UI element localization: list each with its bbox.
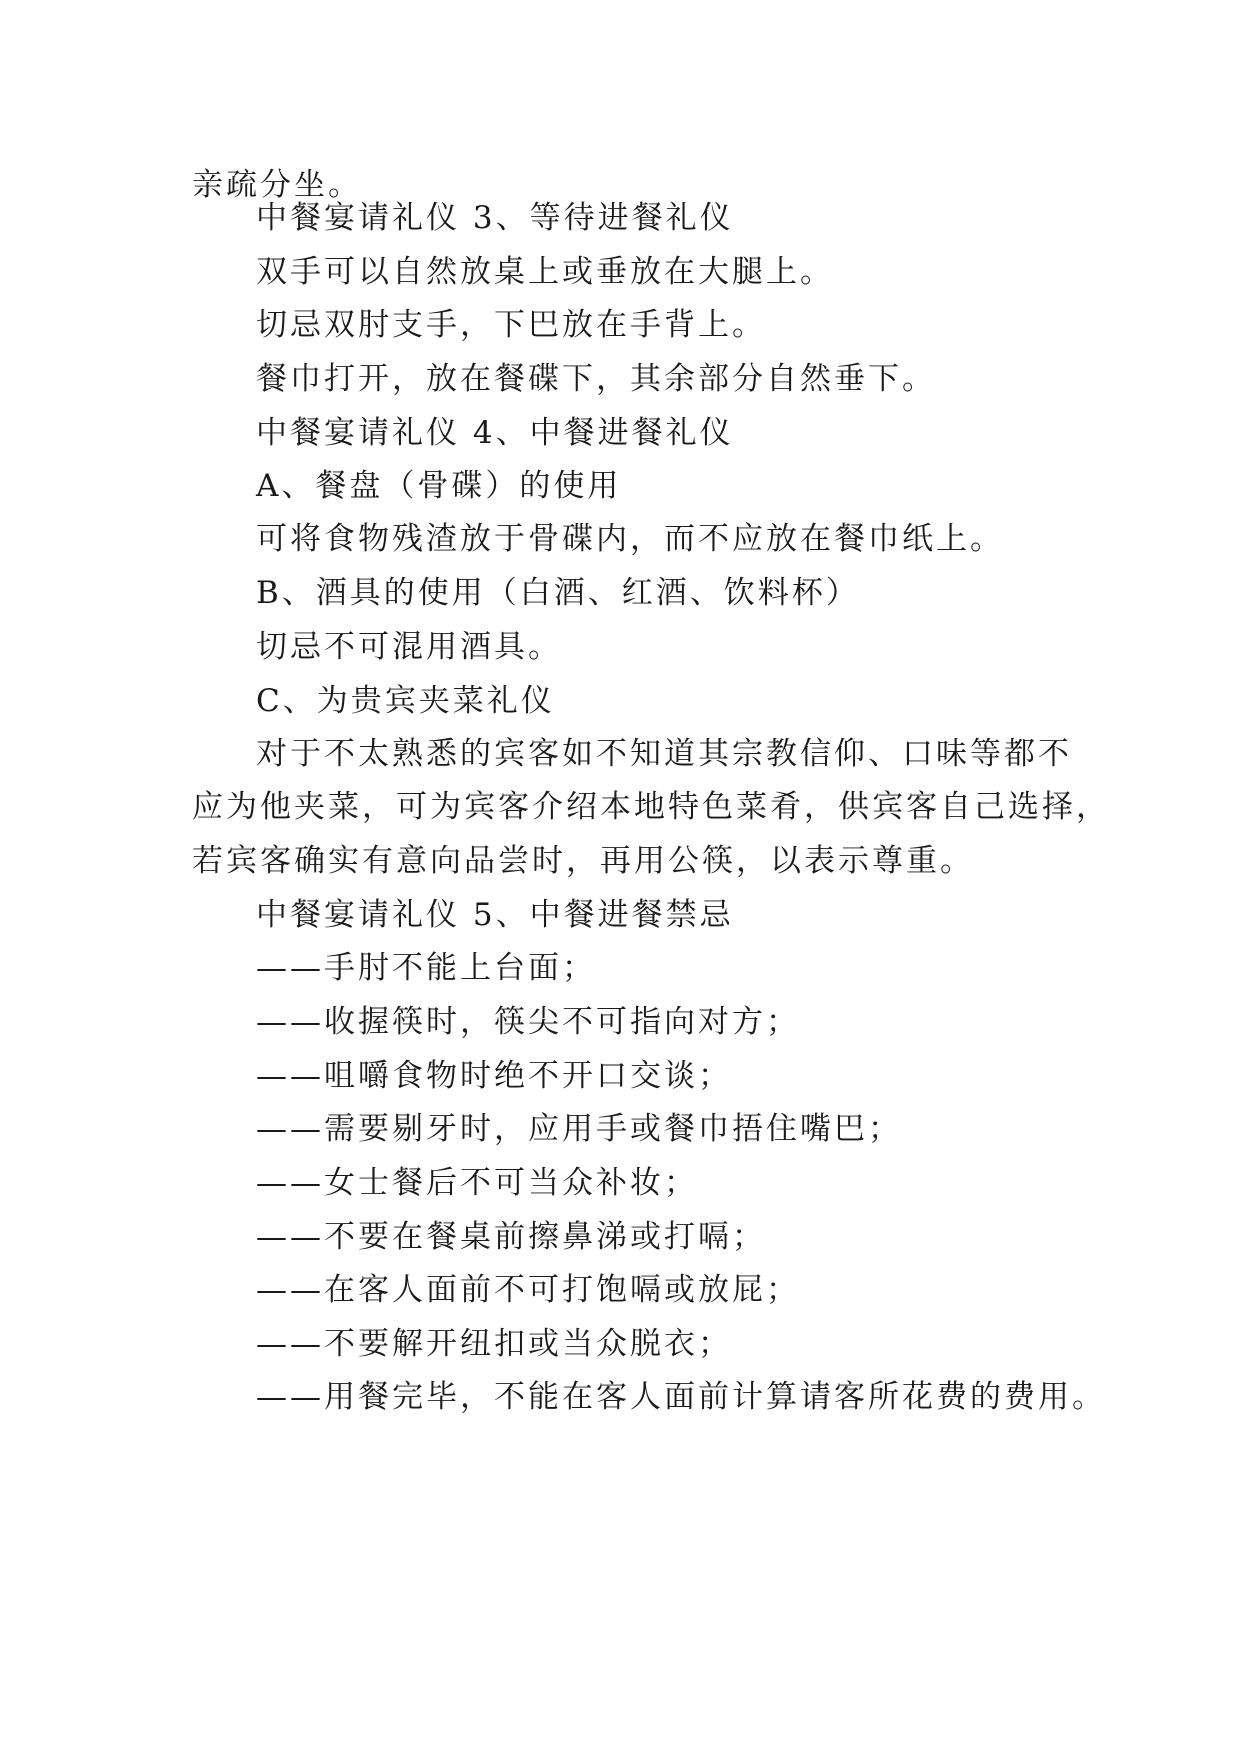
subheading: B、酒具的使用（白酒、红酒、饮料杯） (256, 575, 860, 611)
text-line: 应为他夹菜，可为宾客介绍本地特色菜肴，供宾客自己选择， (192, 789, 1110, 825)
list-item: ——收握筷时，筷尖不可指向对方； (256, 1004, 800, 1040)
list-item: ——需要剔牙时，应用手或餐巾捂住嘴巴； (256, 1111, 902, 1147)
list-item: ——女士餐后不可当众补妆； (256, 1165, 698, 1201)
list-item: ——不要在餐桌前擦鼻涕或打嗝； (256, 1219, 766, 1255)
text-line: 餐巾打开，放在餐碟下，其余部分自然垂下。 (256, 361, 936, 397)
list-item: ——不要解开纽扣或当众脱衣； (256, 1326, 732, 1362)
text-line: 亲疏分坐。 (192, 167, 362, 203)
subheading: C、为贵宾夹菜礼仪 (256, 683, 555, 719)
list-item: ——手肘不能上台面； (256, 950, 596, 986)
list-item: ——在客人面前不可打饱嗝或放屁； (256, 1272, 800, 1308)
text-line: 切忌双肘支手，下巴放在手背上。 (256, 307, 766, 343)
text-line: 切忌不可混用酒具。 (256, 629, 562, 665)
section-heading: 中餐宴请礼仪 3、等待进餐礼仪 (256, 200, 734, 236)
text-line: 可将食物残渣放于骨碟内，而不应放在餐巾纸上。 (256, 521, 1004, 557)
list-item: ——咀嚼食物时绝不开口交谈； (256, 1058, 732, 1094)
text-line: 对于不太熟悉的宾客如不知道其宗教信仰、口味等都不 (256, 736, 1072, 772)
section-heading: 中餐宴请礼仪 4、中餐进餐礼仪 (256, 415, 734, 451)
section-heading: 中餐宴请礼仪 5、中餐进餐禁忌 (256, 897, 734, 933)
text-line: 若宾客确实有意向品尝时，再用公筷，以表示尊重。 (192, 843, 974, 879)
list-item: ——用餐完毕，不能在客人面前计算请客所花费的费用。 (256, 1379, 1106, 1415)
text-line: 双手可以自然放桌上或垂放在大腿上。 (256, 254, 834, 290)
subheading: A、餐盘（骨碟）的使用 (256, 468, 622, 504)
